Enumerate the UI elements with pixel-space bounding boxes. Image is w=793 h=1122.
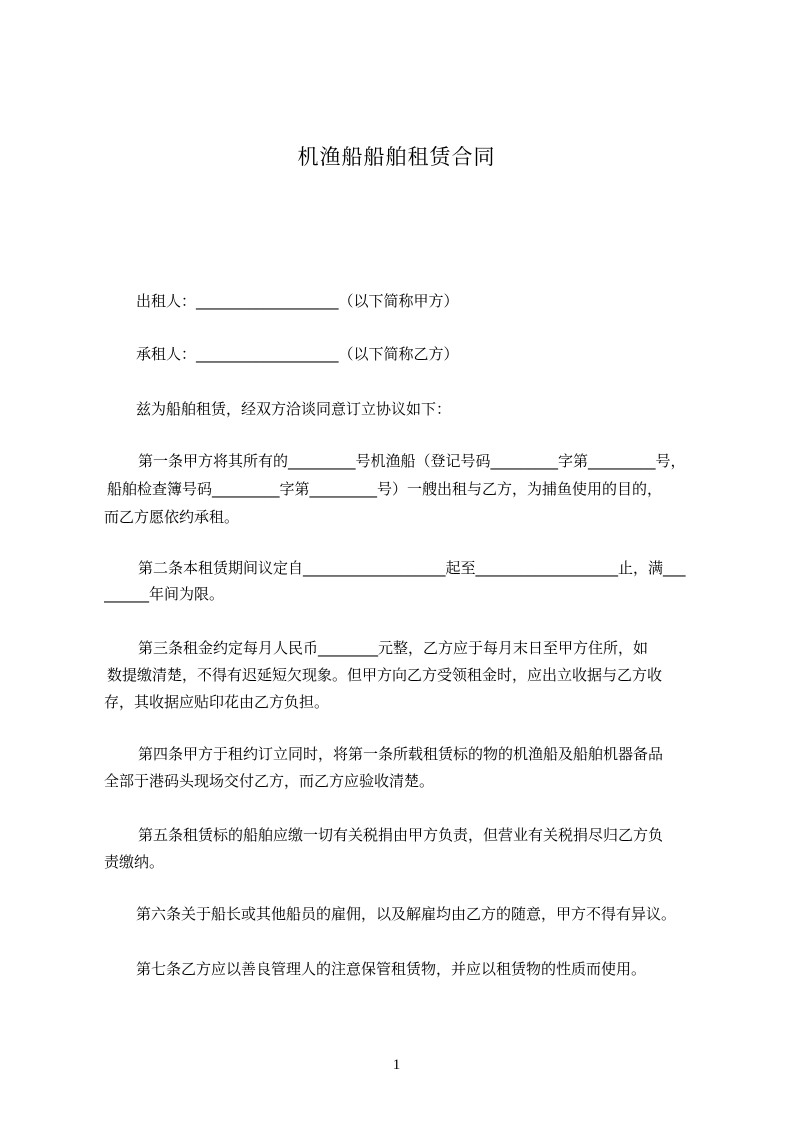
article3-line1: 第三条租金约定每月人民币________元整，乙方应于每月末日至甲方住所，如 [138,639,649,657]
intro-line: 兹为船舶租赁，经双方洽谈同意订立协议如下： [136,400,452,418]
article4-line2: 全部于港码头现场交付乙方，而乙方应验收清楚。 [104,772,435,790]
article5-line1: 第五条租赁标的船舶应缴一切有关税捐由甲方负责，但营业有关税捐尽归乙方负 [138,826,664,844]
article1-line2: 船舶检查簿号码_________字第_________号）一艘出租与乙方，为捕鱼使用的目的， [107,480,663,498]
article3-line3: 存，其收据应贴印花由乙方负担。 [104,693,330,711]
contract-title: 机渔船船舶租赁合同 [297,145,496,169]
article1-line1: 第一条甲方将其所有的_________号机渔船（登记号码_________字第_________号， [138,452,686,470]
article7-line: 第七条乙方应以善良管理人的注意保管租赁物，并应以租赁物的性质而使用。 [136,960,647,978]
article1-line3: 而乙方愿依约承租。 [104,508,240,526]
article6-line: 第六条关于船长或其他船员的雇佣，以及解雇均由乙方的随意，甲方不得有异议。 [136,905,677,923]
article5-line2: 责缴纳。 [104,853,165,871]
article4-line1: 第四条甲方于租约订立同时，将第一条所载租赁标的物的机渔船及船舶机器备品 [138,745,664,763]
article2-line2: ______年间为限。 [104,585,225,603]
lessor-line: 出租人：___________________（以下简称甲方） [136,292,459,310]
article2-line1: 第二条本租赁期间议定自___________________起至___________________止，满___ [138,559,686,577]
page-number: 1 [392,1057,401,1073]
lessee-line: 承租人：___________________（以下简称乙方） [136,345,459,363]
article3-line2: 数提缴清楚，不得有迟延短欠现象。但甲方向乙方受领租金时，应出立收据与乙方收 [107,666,663,684]
